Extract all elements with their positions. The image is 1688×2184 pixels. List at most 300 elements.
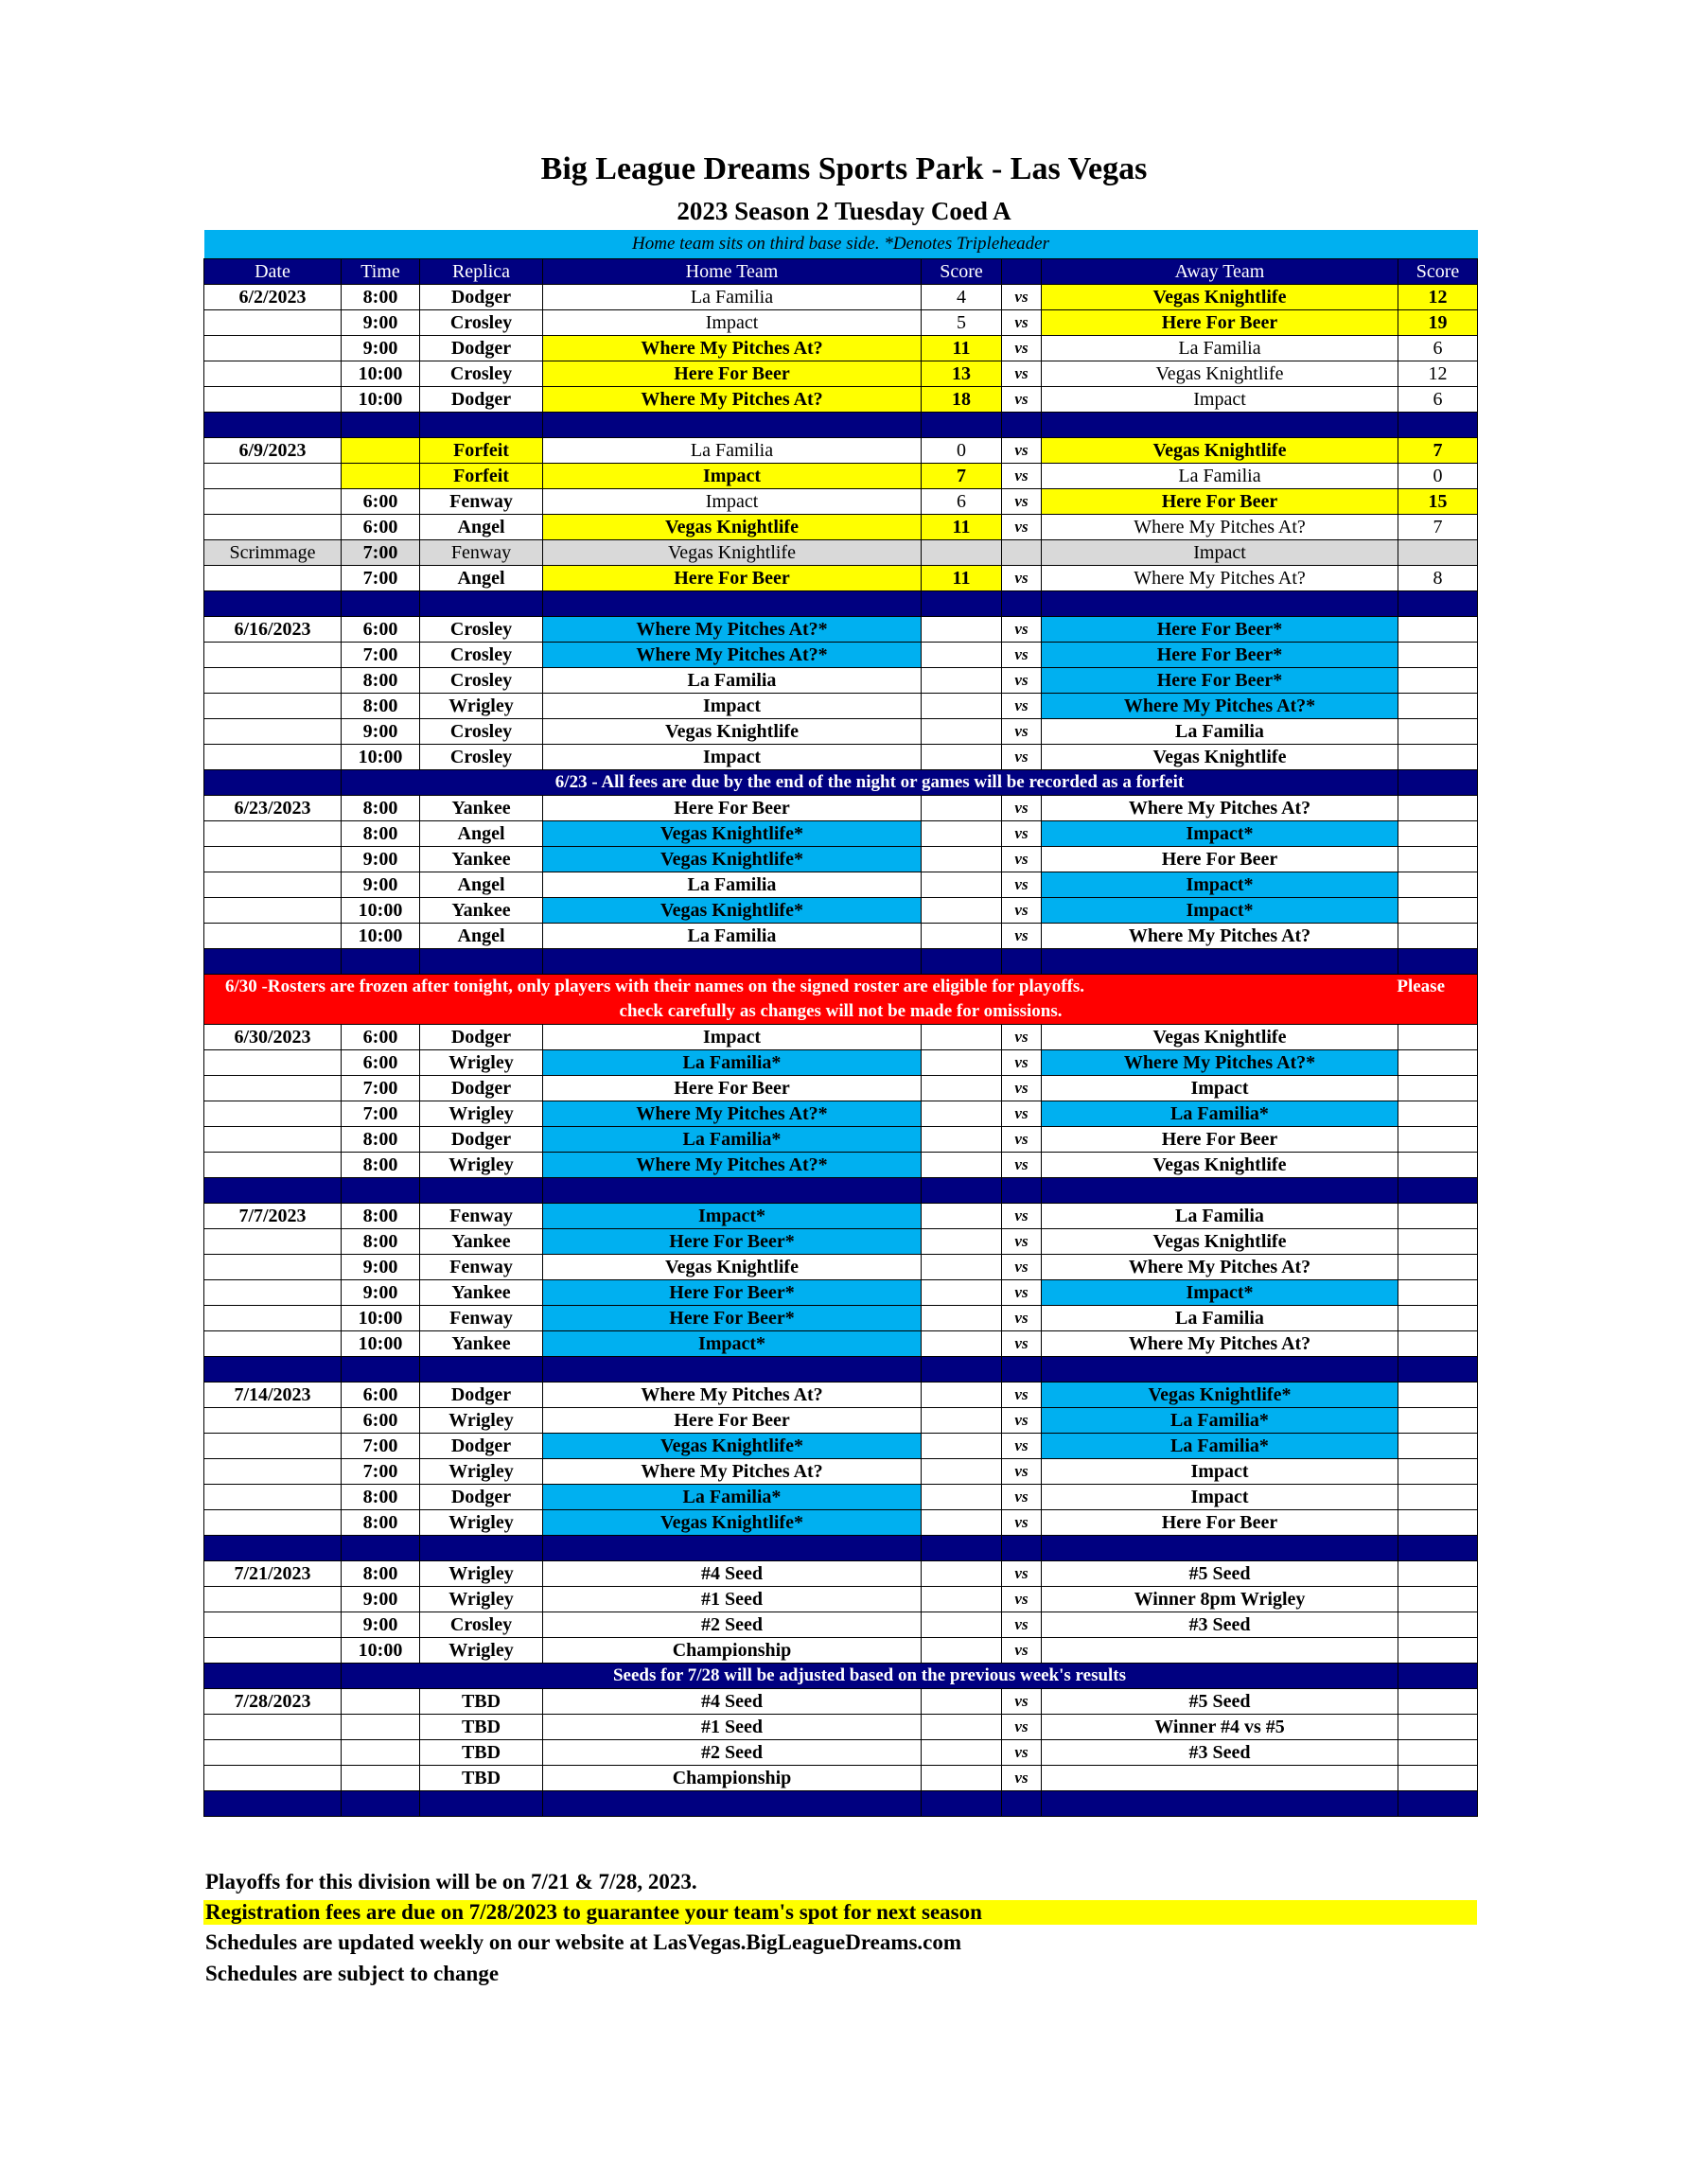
- separator-cell: [543, 1357, 922, 1383]
- footer-change-notice: Schedules are subject to change: [205, 1962, 500, 1985]
- home-team-cell: Here For Beer: [543, 361, 922, 387]
- home-team-cell: Where My Pitches At?*: [543, 1153, 922, 1178]
- vs-cell: vs: [1002, 566, 1042, 591]
- game-row: [204, 668, 1478, 694]
- time-cell: 10:00: [342, 1638, 420, 1664]
- header-vs: [1002, 259, 1042, 285]
- separator-cell: [543, 949, 922, 975]
- separator-cell: [543, 591, 922, 617]
- home-team-cell: Championship: [543, 1766, 922, 1791]
- time-cell: [342, 464, 420, 489]
- field-cell: Dodger: [420, 336, 543, 361]
- vs-cell: [1002, 540, 1042, 566]
- away-score-cell: 0: [1398, 464, 1478, 489]
- separator-cell: [1398, 1791, 1478, 1817]
- separator-cell: [1398, 1357, 1478, 1383]
- vs-cell: vs: [1002, 1587, 1042, 1612]
- note-row: [204, 230, 1478, 259]
- date-cell: [204, 694, 342, 719]
- field-cell: Fenway: [420, 1204, 543, 1229]
- home-score-cell: [922, 1408, 1002, 1434]
- away-score-cell: [1398, 1306, 1478, 1331]
- home-team-cell: Vegas Knightlife*: [543, 847, 922, 872]
- field-cell: Crosley: [420, 617, 543, 643]
- field-cell: Angel: [420, 872, 543, 898]
- vs-cell: vs: [1002, 796, 1042, 821]
- away-score-cell: [1398, 1740, 1478, 1766]
- away-team-cell: Winner #4 vs #5: [1042, 1715, 1398, 1740]
- time-cell: 10:00: [342, 924, 420, 949]
- game-row: [204, 310, 1478, 336]
- vs-cell: vs: [1002, 285, 1042, 310]
- home-team-cell: Where My Pitches At?: [543, 1459, 922, 1485]
- away-score-cell: [1398, 540, 1478, 566]
- game-row: [204, 1740, 1478, 1766]
- time-cell: 6:00: [342, 1050, 420, 1076]
- date-cell: [204, 1050, 342, 1076]
- home-team-cell: Where My Pitches At?: [543, 336, 922, 361]
- date-cell: [204, 361, 342, 387]
- date-cell: [204, 1153, 342, 1178]
- separator-cell: [420, 1357, 543, 1383]
- date-cell: 6/30/2023: [204, 1025, 342, 1050]
- date-cell: 6/2/2023: [204, 285, 342, 310]
- home-team-cell: Here For Beer: [543, 566, 922, 591]
- home-team-cell: Here For Beer: [543, 796, 922, 821]
- home-score-cell: [922, 643, 1002, 668]
- game-row: [204, 1127, 1478, 1153]
- away-team-cell: Here For Beer*: [1042, 668, 1398, 694]
- separator-cell: [1042, 591, 1398, 617]
- time-cell: 9:00: [342, 872, 420, 898]
- time-cell: 9:00: [342, 336, 420, 361]
- separator-cell: [420, 591, 543, 617]
- vs-cell: vs: [1002, 1766, 1042, 1791]
- home-team-cell: Vegas Knightlife*: [543, 898, 922, 924]
- separator-cell: [204, 1178, 342, 1204]
- away-team-cell: Impact*: [1042, 1280, 1398, 1306]
- game-row: [204, 1638, 1478, 1664]
- home-team-cell: La Familia: [543, 668, 922, 694]
- time-cell: 8:00: [342, 1510, 420, 1536]
- vs-cell: vs: [1002, 719, 1042, 745]
- game-row: [204, 694, 1478, 719]
- separator-cell: [204, 1536, 342, 1561]
- page-subtitle: 2023 Season 2 Tuesday Coed A: [677, 197, 1011, 225]
- away-team-cell: Impact: [1042, 540, 1398, 566]
- away-score-cell: 6: [1398, 336, 1478, 361]
- date-cell: 6/16/2023: [204, 617, 342, 643]
- time-cell: 9:00: [342, 847, 420, 872]
- field-cell: Wrigley: [420, 1153, 543, 1178]
- away-score-cell: [1398, 643, 1478, 668]
- time-cell: 6:00: [342, 515, 420, 540]
- game-row: [204, 566, 1478, 591]
- home-score-cell: 4: [922, 285, 1002, 310]
- away-team-cell: Where My Pitches At?: [1042, 796, 1398, 821]
- field-cell: Wrigley: [420, 1408, 543, 1434]
- separator-cell: [922, 949, 1002, 975]
- home-score-cell: [922, 1025, 1002, 1050]
- home-score-cell: [922, 898, 1002, 924]
- game-row: [204, 1050, 1478, 1076]
- home-score-cell: 7: [922, 464, 1002, 489]
- vs-cell: vs: [1002, 745, 1042, 770]
- date-cell: [204, 1638, 342, 1664]
- field-cell: Crosley: [420, 643, 543, 668]
- header-away-score: Score: [1398, 259, 1478, 285]
- banner-roster-text: [204, 975, 1478, 1025]
- away-team-cell: #5 Seed: [1042, 1689, 1398, 1715]
- field-cell: Yankee: [420, 796, 543, 821]
- away-team-cell: Where My Pitches At?: [1042, 515, 1398, 540]
- separator-cell: [922, 1178, 1002, 1204]
- away-team-cell: Impact: [1042, 1485, 1398, 1510]
- game-row: [204, 1076, 1478, 1101]
- separator-cell: [922, 1791, 1002, 1817]
- away-score-cell: [1398, 1638, 1478, 1664]
- away-team-cell: La Familia: [1042, 336, 1398, 361]
- field-cell: Angel: [420, 821, 543, 847]
- home-score-cell: [922, 668, 1002, 694]
- separator-cell: [420, 1536, 543, 1561]
- vs-cell: vs: [1002, 1740, 1042, 1766]
- separator-cell: [204, 1357, 342, 1383]
- away-score-cell: [1398, 1229, 1478, 1255]
- away-score-cell: [1398, 1434, 1478, 1459]
- time-cell: 8:00: [342, 1204, 420, 1229]
- home-team-cell: Vegas Knightlife: [543, 540, 922, 566]
- time-cell: 9:00: [342, 1255, 420, 1280]
- separator-cell: [1042, 1536, 1398, 1561]
- field-cell: Wrigley: [420, 1587, 543, 1612]
- home-score-cell: [922, 1229, 1002, 1255]
- date-cell: [204, 924, 342, 949]
- away-team-cell: La Familia*: [1042, 1101, 1398, 1127]
- separator-cell: [204, 413, 342, 438]
- banner-fees-notice-text: 6/23 - All fees are due by the end of the night or games will be recorded as a forfeit: [342, 770, 1398, 796]
- away-score-cell: [1398, 1101, 1478, 1127]
- field-cell: Forfeit: [420, 464, 543, 489]
- field-cell: Angel: [420, 924, 543, 949]
- away-score-cell: [1398, 1459, 1478, 1485]
- home-team-cell: Impact*: [543, 1204, 922, 1229]
- home-score-cell: [922, 1255, 1002, 1280]
- separator-row: [204, 949, 1478, 975]
- home-score-cell: [922, 1638, 1002, 1664]
- separator-cell: [1398, 591, 1478, 617]
- game-row: [204, 540, 1478, 566]
- game-row: [204, 387, 1478, 413]
- away-score-cell: [1398, 872, 1478, 898]
- date-cell: [204, 1740, 342, 1766]
- date-cell: [204, 1715, 342, 1740]
- field-cell: Yankee: [420, 1229, 543, 1255]
- home-team-cell: Here For Beer*: [543, 1229, 922, 1255]
- game-row: [204, 745, 1478, 770]
- home-score-cell: [922, 745, 1002, 770]
- away-team-cell: Vegas Knightlife: [1042, 285, 1398, 310]
- date-cell: [204, 1076, 342, 1101]
- away-team-cell: Where My Pitches At?: [1042, 1255, 1398, 1280]
- vs-cell: vs: [1002, 515, 1042, 540]
- separator-row: [204, 1178, 1478, 1204]
- date-cell: [204, 1127, 342, 1153]
- home-score-cell: [922, 1459, 1002, 1485]
- date-cell: [204, 515, 342, 540]
- vs-cell: vs: [1002, 1127, 1042, 1153]
- separator-row: [204, 591, 1478, 617]
- home-team-cell: La Familia: [543, 285, 922, 310]
- away-score-cell: [1398, 1076, 1478, 1101]
- away-team-cell: [1042, 1766, 1398, 1791]
- date-cell: [204, 643, 342, 668]
- home-score-cell: [922, 847, 1002, 872]
- separator-cell: [342, 1791, 420, 1817]
- home-score-cell: [922, 1740, 1002, 1766]
- away-score-cell: [1398, 1612, 1478, 1638]
- away-score-cell: [1398, 796, 1478, 821]
- time-cell: [342, 1766, 420, 1791]
- separator-row: [204, 1536, 1478, 1561]
- field-cell: Wrigley: [420, 1050, 543, 1076]
- separator-cell: [1002, 591, 1042, 617]
- home-team-cell: Impact: [543, 745, 922, 770]
- time-cell: 6:00: [342, 489, 420, 515]
- date-cell: 6/9/2023: [204, 438, 342, 464]
- field-cell: Crosley: [420, 1612, 543, 1638]
- home-team-cell: #2 Seed: [543, 1612, 922, 1638]
- game-row: [204, 847, 1478, 872]
- game-row: [204, 1153, 1478, 1178]
- game-row: [204, 1331, 1478, 1357]
- away-team-cell: Here For Beer*: [1042, 617, 1398, 643]
- time-cell: 9:00: [342, 1612, 420, 1638]
- field-cell: Fenway: [420, 489, 543, 515]
- home-score-cell: [922, 1204, 1002, 1229]
- time-cell: 10:00: [342, 361, 420, 387]
- away-score-cell: [1398, 1025, 1478, 1050]
- home-score-cell: [922, 694, 1002, 719]
- game-row: [204, 1101, 1478, 1127]
- separator-cell: [342, 1357, 420, 1383]
- banner-seeds-notice: [204, 1664, 1478, 1689]
- away-team-cell: Vegas Knightlife: [1042, 1229, 1398, 1255]
- game-row: [204, 1383, 1478, 1408]
- game-row: [204, 1025, 1478, 1050]
- away-score-cell: [1398, 1715, 1478, 1740]
- vs-cell: vs: [1002, 1255, 1042, 1280]
- away-team-cell: Vegas Knightlife*: [1042, 1383, 1398, 1408]
- date-cell: [204, 668, 342, 694]
- date-cell: 7/21/2023: [204, 1561, 342, 1587]
- away-team-cell: Impact: [1042, 1076, 1398, 1101]
- home-team-cell: Vegas Knightlife*: [543, 821, 922, 847]
- home-team-cell: #4 Seed: [543, 1561, 922, 1587]
- time-cell: 8:00: [342, 1229, 420, 1255]
- game-row: [204, 1510, 1478, 1536]
- time-cell: 9:00: [342, 310, 420, 336]
- time-cell: 7:00: [342, 540, 420, 566]
- separator-cell: [543, 1791, 922, 1817]
- game-row: [204, 898, 1478, 924]
- away-score-cell: [1398, 719, 1478, 745]
- field-cell: Yankee: [420, 898, 543, 924]
- away-score-cell: [1398, 1383, 1478, 1408]
- header-home-score: Score: [922, 259, 1002, 285]
- away-team-cell: Here For Beer: [1042, 847, 1398, 872]
- separator-cell: [1042, 949, 1398, 975]
- away-team-cell: Impact*: [1042, 821, 1398, 847]
- vs-cell: vs: [1002, 438, 1042, 464]
- date-cell: [204, 1306, 342, 1331]
- vs-cell: vs: [1002, 1434, 1042, 1459]
- home-score-cell: [922, 1485, 1002, 1510]
- time-cell: 8:00: [342, 1127, 420, 1153]
- game-row: [204, 719, 1478, 745]
- time-cell: 6:00: [342, 1025, 420, 1050]
- header-date: Date: [204, 259, 342, 285]
- home-team-cell: La Familia: [543, 924, 922, 949]
- vs-cell: vs: [1002, 668, 1042, 694]
- date-cell: 6/23/2023: [204, 796, 342, 821]
- home-score-cell: [922, 1510, 1002, 1536]
- home-score-cell: [922, 1689, 1002, 1715]
- time-cell: 6:00: [342, 1408, 420, 1434]
- vs-cell: vs: [1002, 1280, 1042, 1306]
- home-score-cell: [922, 1076, 1002, 1101]
- date-cell: [204, 1101, 342, 1127]
- home-team-cell: Impact: [543, 464, 922, 489]
- away-team-cell: La Familia: [1042, 719, 1398, 745]
- footer-registration: Registration fees are due on 7/28/2023 to guarantee your team's spot for next season: [203, 1900, 1477, 1925]
- away-score-cell: [1398, 1204, 1478, 1229]
- game-row: [204, 1459, 1478, 1485]
- field-cell: Crosley: [420, 668, 543, 694]
- vs-cell: vs: [1002, 387, 1042, 413]
- vs-cell: vs: [1002, 1331, 1042, 1357]
- away-score-cell: 8: [1398, 566, 1478, 591]
- away-team-cell: La Familia: [1042, 1204, 1398, 1229]
- time-cell: 9:00: [342, 1280, 420, 1306]
- away-score-cell: [1398, 1331, 1478, 1357]
- home-score-cell: [922, 1383, 1002, 1408]
- separator-cell: [1042, 1357, 1398, 1383]
- home-score-cell: 6: [922, 489, 1002, 515]
- home-team-cell: Impact: [543, 310, 922, 336]
- date-cell: [204, 1229, 342, 1255]
- vs-cell: vs: [1002, 464, 1042, 489]
- away-team-cell: Here For Beer*: [1042, 643, 1398, 668]
- banner-spacer: [204, 1664, 342, 1689]
- home-team-cell: #1 Seed: [543, 1587, 922, 1612]
- away-score-cell: [1398, 617, 1478, 643]
- game-row: [204, 1689, 1478, 1715]
- date-cell: [204, 1587, 342, 1612]
- home-team-cell: Vegas Knightlife: [543, 1255, 922, 1280]
- home-score-cell: [922, 1306, 1002, 1331]
- away-score-cell: [1398, 1766, 1478, 1791]
- home-team-cell: La Familia*: [543, 1127, 922, 1153]
- away-team-cell: La Familia*: [1042, 1434, 1398, 1459]
- vs-cell: vs: [1002, 924, 1042, 949]
- date-cell: [204, 1485, 342, 1510]
- vs-cell: vs: [1002, 1485, 1042, 1510]
- time-cell: [342, 438, 420, 464]
- away-score-cell: [1398, 1408, 1478, 1434]
- vs-cell: vs: [1002, 1025, 1042, 1050]
- separator-cell: [1042, 1791, 1398, 1817]
- game-row: [204, 464, 1478, 489]
- separator-cell: [1042, 1178, 1398, 1204]
- field-cell: Wrigley: [420, 694, 543, 719]
- time-cell: 8:00: [342, 1561, 420, 1587]
- game-row: [204, 438, 1478, 464]
- away-team-cell: La Familia*: [1042, 1408, 1398, 1434]
- vs-cell: vs: [1002, 1050, 1042, 1076]
- separator-row: [204, 413, 1478, 438]
- vs-cell: vs: [1002, 847, 1042, 872]
- home-team-cell: La Familia*: [543, 1050, 922, 1076]
- separator-cell: [420, 949, 543, 975]
- roster-notice-line1: 6/30 -Rosters are frozen after tonight, only players with their names on the signed roster are eligible for playoffs.: [225, 977, 1085, 996]
- separator-cell: [922, 591, 1002, 617]
- game-row: [204, 1229, 1478, 1255]
- game-row: [204, 336, 1478, 361]
- away-team-cell: Where My Pitches At?*: [1042, 694, 1398, 719]
- time-cell: 8:00: [342, 1485, 420, 1510]
- game-row: [204, 285, 1478, 310]
- away-score-cell: [1398, 694, 1478, 719]
- field-cell: Fenway: [420, 1255, 543, 1280]
- home-score-cell: [922, 796, 1002, 821]
- away-score-cell: [1398, 1153, 1478, 1178]
- vs-cell: vs: [1002, 310, 1042, 336]
- date-cell: 7/7/2023: [204, 1204, 342, 1229]
- away-team-cell: [1042, 1638, 1398, 1664]
- date-cell: [204, 719, 342, 745]
- home-score-cell: 11: [922, 336, 1002, 361]
- away-score-cell: [1398, 668, 1478, 694]
- home-score-cell: [922, 1715, 1002, 1740]
- home-team-cell: Here For Beer*: [543, 1280, 922, 1306]
- header-time: Time: [342, 259, 420, 285]
- date-cell: [204, 1255, 342, 1280]
- away-team-cell: Here For Beer: [1042, 310, 1398, 336]
- game-row: [204, 1485, 1478, 1510]
- field-cell: Crosley: [420, 361, 543, 387]
- date-cell: [204, 821, 342, 847]
- field-cell: Dodger: [420, 1076, 543, 1101]
- separator-cell: [204, 1791, 342, 1817]
- away-score-cell: 7: [1398, 438, 1478, 464]
- time-cell: 8:00: [342, 796, 420, 821]
- separator-cell: [1002, 1357, 1042, 1383]
- date-cell: [204, 1612, 342, 1638]
- away-team-cell: Here For Beer: [1042, 1510, 1398, 1536]
- separator-cell: [342, 591, 420, 617]
- game-row: [204, 796, 1478, 821]
- time-cell: [342, 1740, 420, 1766]
- away-team-cell: Impact*: [1042, 898, 1398, 924]
- field-cell: Dodger: [420, 1485, 543, 1510]
- away-score-cell: [1398, 1280, 1478, 1306]
- away-score-cell: [1398, 1587, 1478, 1612]
- home-team-cell: Vegas Knightlife*: [543, 1434, 922, 1459]
- date-cell: [204, 387, 342, 413]
- separator-cell: [204, 591, 342, 617]
- away-score-cell: [1398, 1485, 1478, 1510]
